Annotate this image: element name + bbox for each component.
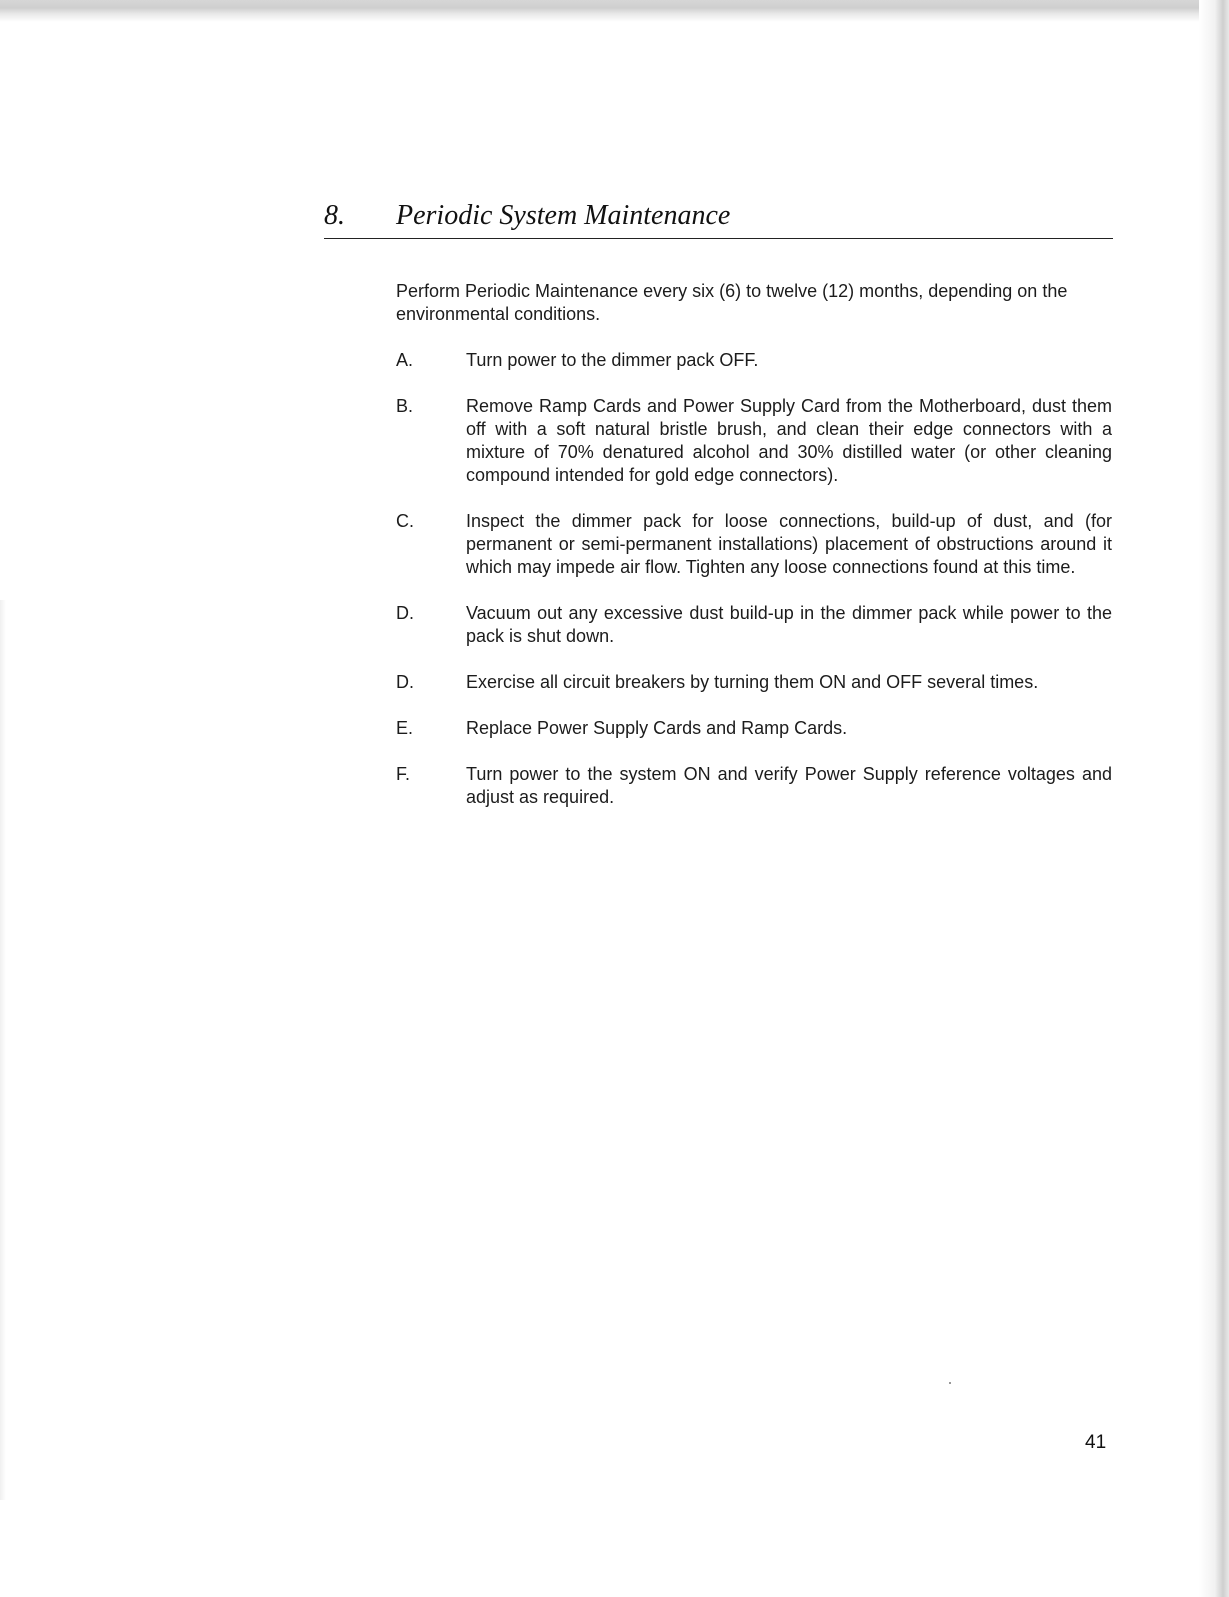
page-number: 41 [1085,1432,1107,1453]
section-number: 8. [324,200,345,231]
step-item [396,602,1112,648]
step-text: Vacuum out any excessive dust build-up in the dimmer pack while power to the pack is shut down. [466,603,1112,646]
scan-speck [949,1382,951,1384]
step-text: Inspect the dimmer pack for loose connections, build-up of dust, and (for permanent or semi-permanent installations) placement of obstructions around it which may impede air flow. Tighten any loose connections found at this time. [466,511,1112,577]
step-letter: C. [396,511,414,531]
step-item [396,395,1112,487]
step-text: Remove Ramp Cards and Power Supply Card from the Motherboard, dust them off with a soft natural bristle brush, and clean their edge connectors with a mixture of 70% denatured alcohol and 30% distilled water (or other cleaning compound intended for gold edge connectors). [466,396,1112,485]
step-letter: A. [396,350,414,370]
step-letter: B. [396,396,414,416]
step-item [396,671,1112,694]
scan-right-edge [1199,0,1229,1597]
section-title: Periodic System Maintenance [396,200,731,231]
step-item [396,717,1112,740]
step-text: Exercise all circuit breakers by turning them ON and OFF several times. [466,672,1039,692]
step-item [396,349,1112,372]
step-text: Replace Power Supply Cards and Ramp Cards. [466,718,848,738]
step-letter: F. [396,764,411,784]
intro-paragraph: Perform Periodic Maintenance every six (6) to twelve (12) months, depending on the environmental conditions. [396,281,1068,324]
step-letter: D. [396,672,414,692]
step-text: Turn power to the dimmer pack OFF. [466,350,759,370]
step-letter: E. [396,718,414,738]
scan-top-edge [0,0,1229,22]
step-item [396,763,1112,809]
maintenance-steps [396,349,1112,832]
scan-left-edge [0,600,6,1500]
step-item [396,510,1112,579]
section-header [324,196,1113,239]
step-letter: D. [396,603,414,623]
step-text: Turn power to the system ON and verify Power Supply reference voltages and adjust as required. [466,764,1112,807]
